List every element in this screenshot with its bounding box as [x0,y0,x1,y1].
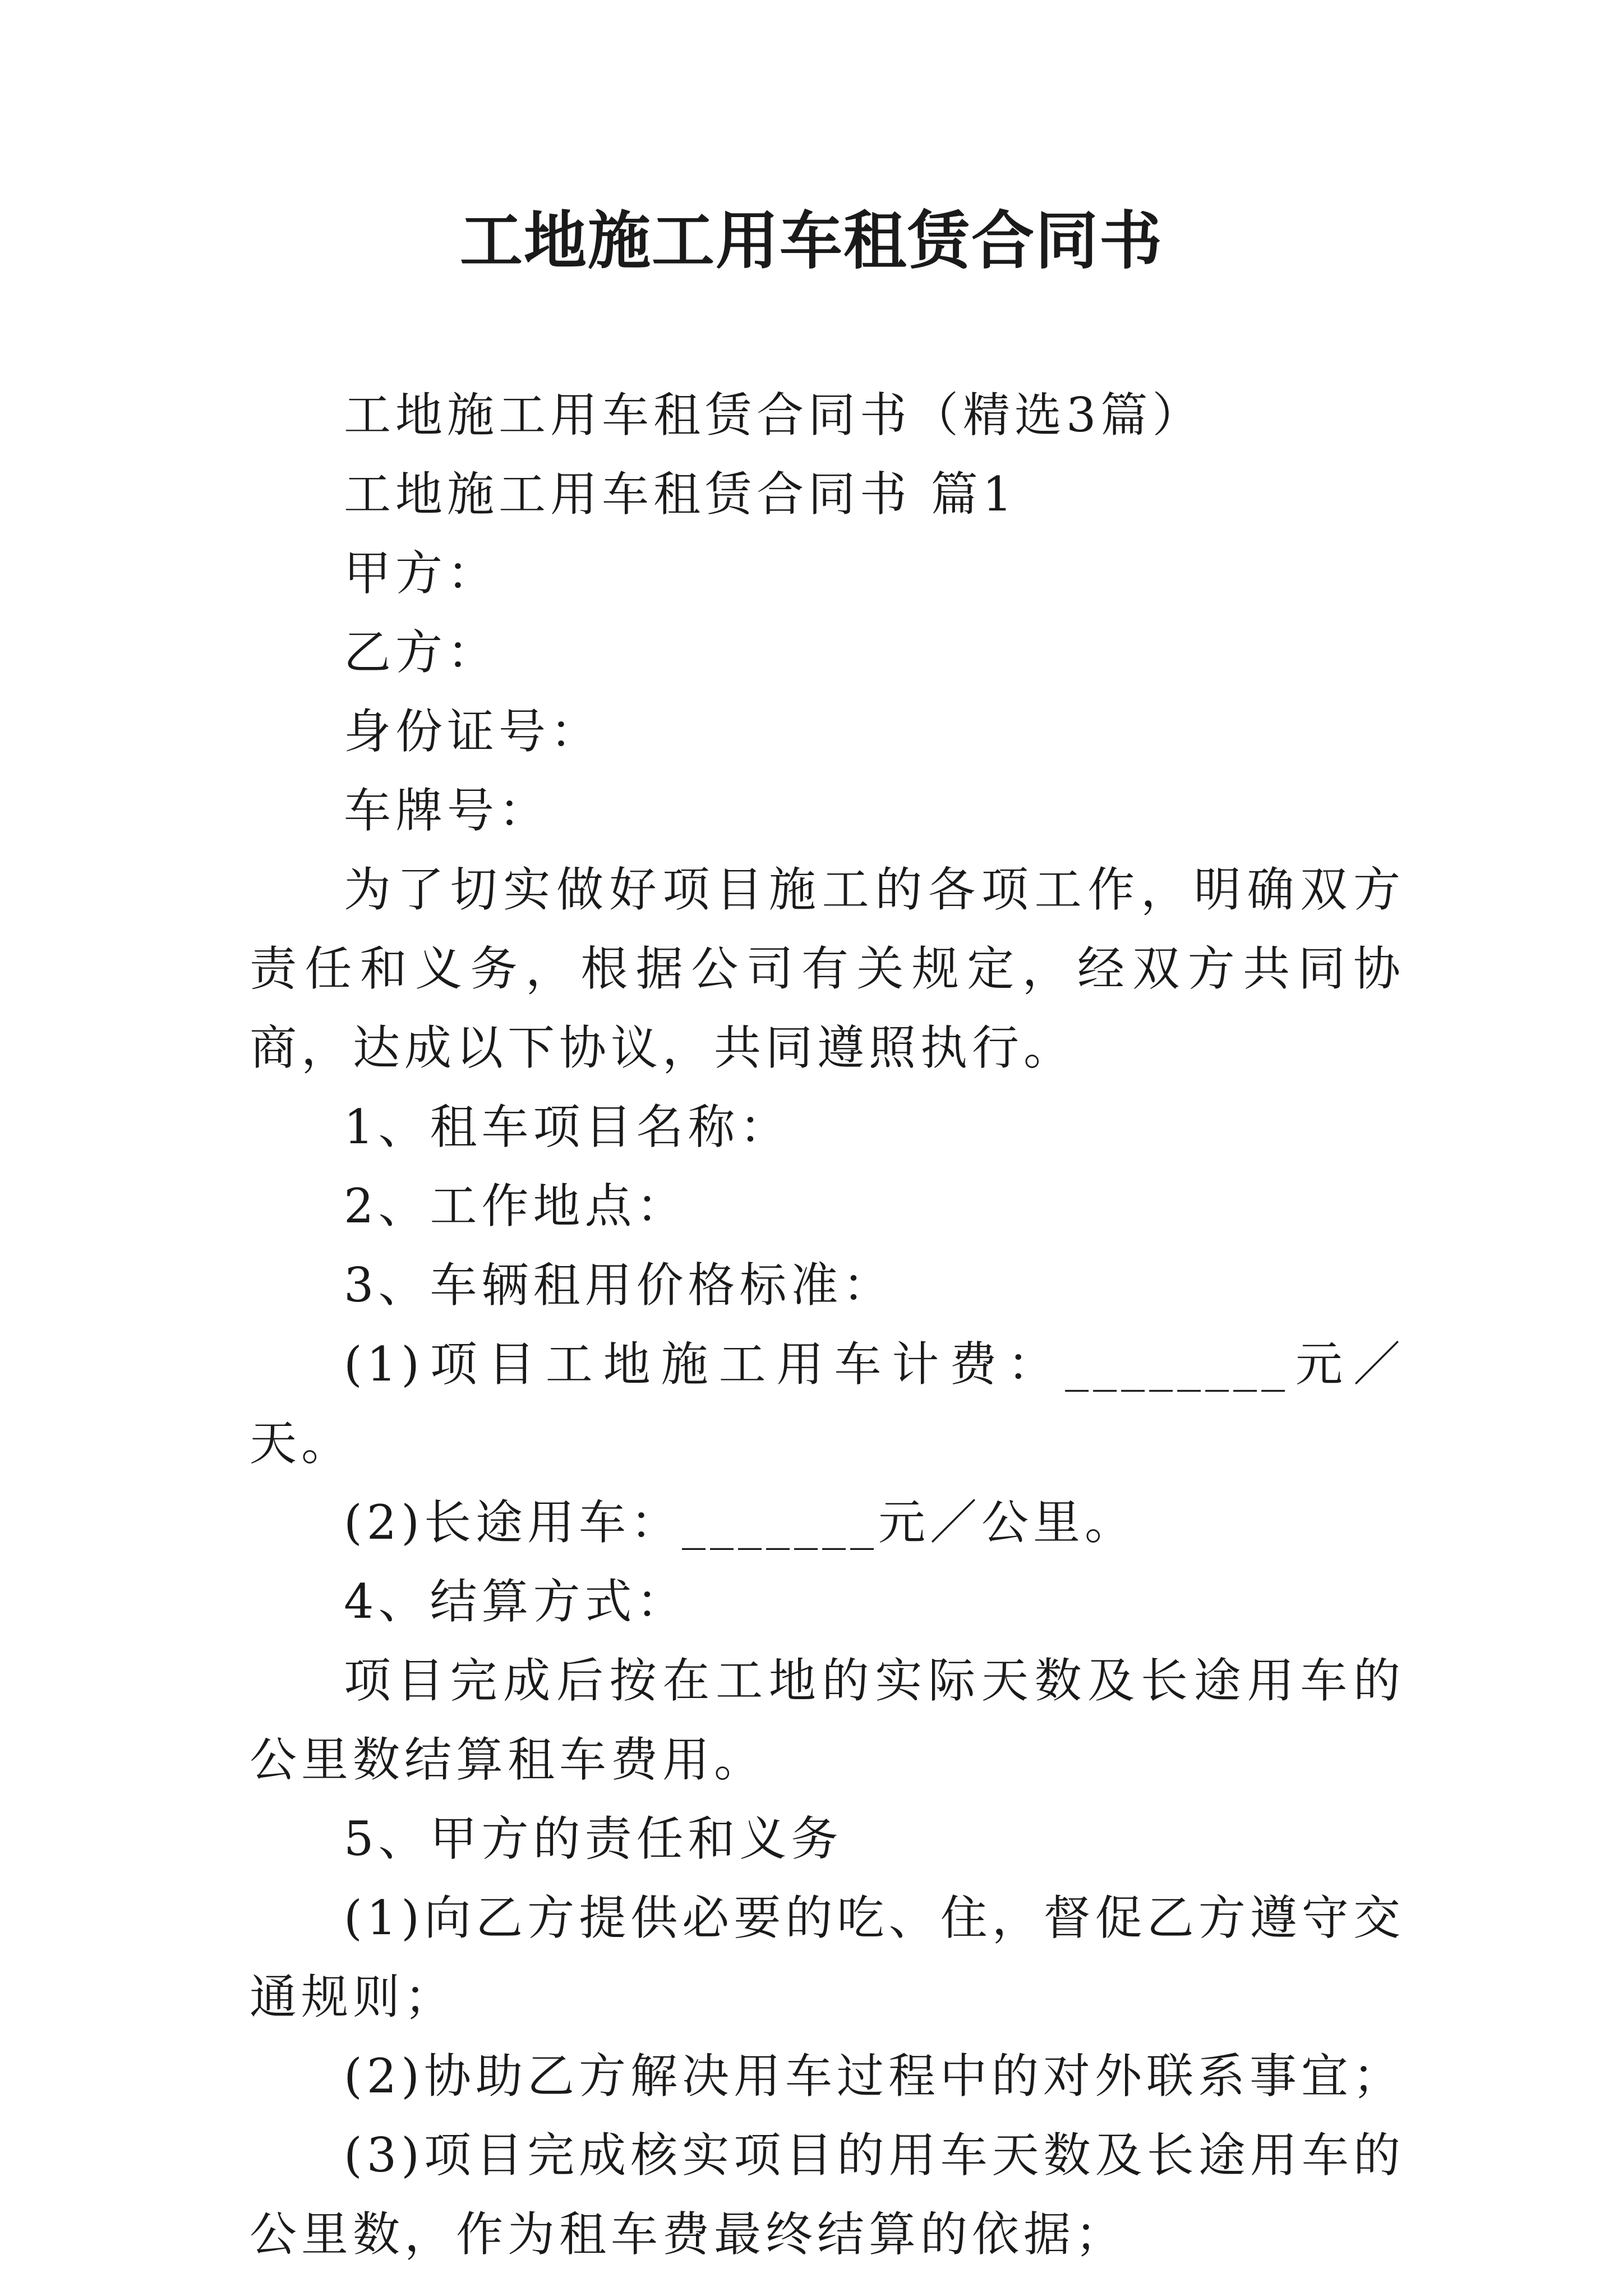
document-title: 工地施工用车租赁合同书 [460,204,1163,278]
clause-5: 5、甲方的责任和义务 [344,1811,843,1866]
document-body [250,376,1405,2274]
party-a-field: 甲方： [344,546,499,601]
clause-3-item-2: (2)长途用车：_______元／公里。 [344,1495,1136,1550]
clause-5-item-3: (3)项目完成核实项目的用车天数及长途用车的公里数，作为租车费最终结算的依据； [250,2128,1405,2262]
clause-4: 4、结算方式： [344,1574,688,1629]
plate-number-field: 车牌号： [344,783,551,838]
id-number-field: 身份证号： [344,704,602,759]
clause-5-item-2: (2)协助乙方解决用车过程中的对外联系事宜； [344,2049,1404,2104]
clause-5-item-1: (1)向乙方提供必要的吃、住，督促乙方遵守交通规则； [250,1890,1405,2024]
document-subtitle: 工地施工用车租赁合同书（精选3篇） [344,388,1204,443]
clause-1: 1、租车项目名称： [344,1099,791,1154]
section-heading: 工地施工用车租赁合同书 篇1 [344,467,1017,522]
clause-4-text: 项目完成后按在工地的实际天数及长途用车的公里数结算租车费用。 [250,1653,1405,1787]
preamble-paragraph: 为了切实做好项目施工的各项工作，明确双方责任和义务，根据公司有关规定，经双方共同协商，达成以下协议，共同遵照执行。 [250,862,1405,1075]
clause-2: 2、工作地点： [344,1179,688,1234]
clause-3: 3、车辆租用价格标准： [344,1258,895,1313]
party-b-field: 乙方： [344,625,499,680]
clause-3-item-1: (1)项目工地施工用车计费：________元／天。 [250,1337,1405,1471]
